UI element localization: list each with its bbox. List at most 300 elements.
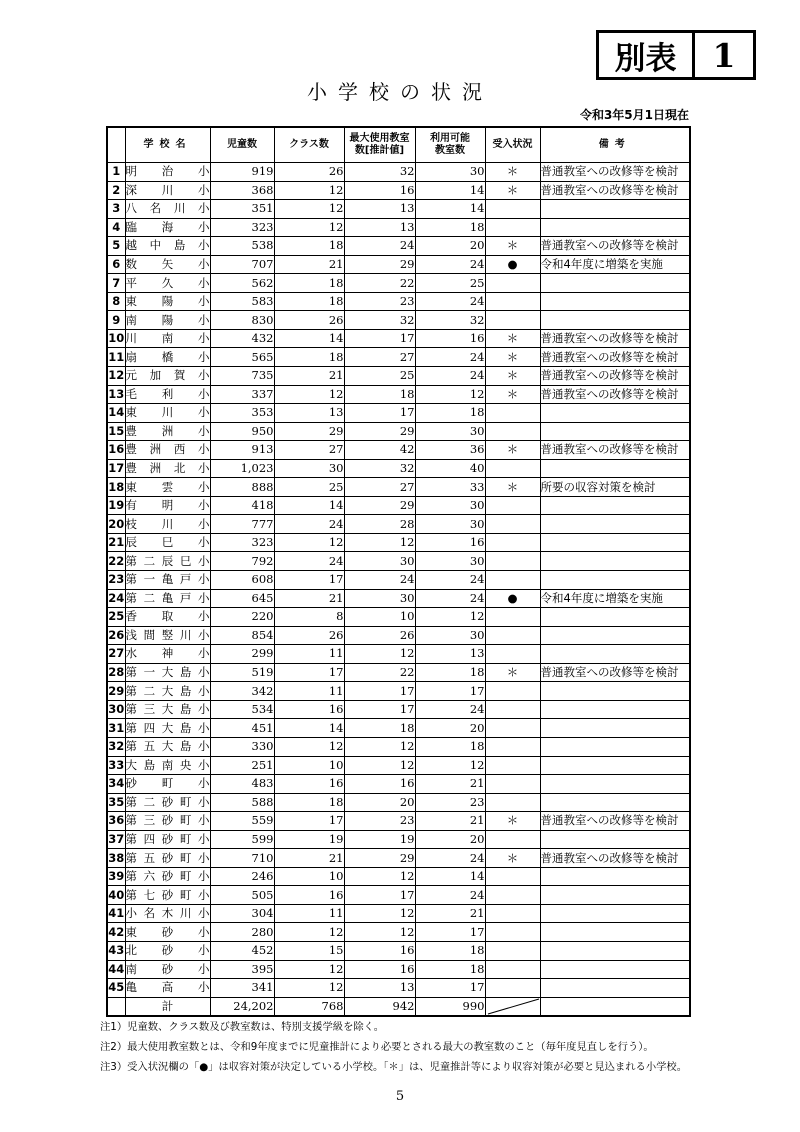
student-count: 304 bbox=[210, 904, 274, 923]
table-row bbox=[107, 533, 690, 552]
available-rooms: 24 bbox=[415, 348, 485, 367]
school-name: 第四砂町小 bbox=[125, 830, 210, 849]
total-label: 計 bbox=[125, 997, 210, 1016]
available-rooms: 24 bbox=[415, 700, 485, 719]
school-number: 16 bbox=[107, 441, 125, 460]
school-number: 33 bbox=[107, 756, 125, 775]
remarks bbox=[540, 737, 690, 756]
acceptance-status bbox=[485, 941, 540, 960]
remarks: 普通教室への改修等を検討 bbox=[540, 237, 690, 256]
table-row bbox=[107, 385, 690, 404]
school-name: 水神小 bbox=[125, 645, 210, 664]
remarks: 普通教室への改修等を検討 bbox=[540, 849, 690, 868]
available-rooms: 33 bbox=[415, 478, 485, 497]
available-rooms: 24 bbox=[415, 367, 485, 386]
student-count: 418 bbox=[210, 496, 274, 515]
class-count: 27 bbox=[274, 441, 344, 460]
table-row bbox=[107, 904, 690, 923]
school-name: 小名木川小 bbox=[125, 904, 210, 923]
max-rooms: 42 bbox=[344, 441, 415, 460]
remarks bbox=[540, 533, 690, 552]
appendix-badge bbox=[596, 30, 756, 80]
table-row bbox=[107, 237, 690, 256]
student-count: 888 bbox=[210, 478, 274, 497]
remarks bbox=[540, 571, 690, 590]
table-row bbox=[107, 719, 690, 738]
table-row bbox=[107, 737, 690, 756]
school-name: 川南小 bbox=[125, 329, 210, 348]
table-row bbox=[107, 218, 690, 237]
student-count: 830 bbox=[210, 311, 274, 330]
remarks bbox=[540, 904, 690, 923]
max-rooms: 12 bbox=[344, 645, 415, 664]
class-count: 11 bbox=[274, 904, 344, 923]
max-rooms: 32 bbox=[344, 459, 415, 478]
class-count: 21 bbox=[274, 589, 344, 608]
student-count: 452 bbox=[210, 941, 274, 960]
school-number: 5 bbox=[107, 237, 125, 256]
available-rooms: 24 bbox=[415, 886, 485, 905]
student-count: 559 bbox=[210, 812, 274, 831]
available-rooms: 18 bbox=[415, 218, 485, 237]
total-students: 24,202 bbox=[210, 997, 274, 1016]
remarks: 普通教室への改修等を検討 bbox=[540, 367, 690, 386]
school-number: 11 bbox=[107, 348, 125, 367]
available-rooms: 21 bbox=[415, 904, 485, 923]
available-rooms: 14 bbox=[415, 181, 485, 200]
student-count: 777 bbox=[210, 515, 274, 534]
max-rooms: 29 bbox=[344, 849, 415, 868]
table-row bbox=[107, 571, 690, 590]
max-rooms: 30 bbox=[344, 589, 415, 608]
remarks bbox=[540, 923, 690, 942]
school-name: 臨海小 bbox=[125, 218, 210, 237]
max-rooms: 17 bbox=[344, 700, 415, 719]
table-row bbox=[107, 923, 690, 942]
max-rooms: 24 bbox=[344, 237, 415, 256]
max-rooms: 27 bbox=[344, 478, 415, 497]
diagonal-line-icon bbox=[486, 998, 541, 1015]
table-row bbox=[107, 515, 690, 534]
school-name: 南砂小 bbox=[125, 960, 210, 979]
class-count: 18 bbox=[274, 274, 344, 293]
available-rooms: 30 bbox=[415, 163, 485, 182]
school-number: 34 bbox=[107, 775, 125, 794]
acceptance-status bbox=[485, 515, 540, 534]
class-count: 30 bbox=[274, 459, 344, 478]
class-count: 18 bbox=[274, 348, 344, 367]
max-rooms: 16 bbox=[344, 941, 415, 960]
student-count: 337 bbox=[210, 385, 274, 404]
class-count: 24 bbox=[274, 515, 344, 534]
as-of-date: 令和3年5月1日現在 bbox=[579, 108, 689, 122]
school-name: 第五砂町小 bbox=[125, 849, 210, 868]
table-row bbox=[107, 979, 690, 998]
class-count: 26 bbox=[274, 163, 344, 182]
class-count: 17 bbox=[274, 663, 344, 682]
school-number: 26 bbox=[107, 626, 125, 645]
school-name: 毛利小 bbox=[125, 385, 210, 404]
class-count: 12 bbox=[274, 218, 344, 237]
table-row bbox=[107, 608, 690, 627]
available-rooms: 18 bbox=[415, 663, 485, 682]
available-rooms: 12 bbox=[415, 756, 485, 775]
remarks: 普通教室への改修等を検討 bbox=[540, 163, 690, 182]
max-rooms: 12 bbox=[344, 756, 415, 775]
acceptance-status bbox=[485, 459, 540, 478]
remarks bbox=[540, 793, 690, 812]
max-rooms: 18 bbox=[344, 719, 415, 738]
school-name: 扇橋小 bbox=[125, 348, 210, 367]
available-rooms: 14 bbox=[415, 200, 485, 219]
school-number: 2 bbox=[107, 181, 125, 200]
remarks: 令和4年度に増築を実施 bbox=[540, 589, 690, 608]
available-rooms: 24 bbox=[415, 589, 485, 608]
acceptance-status: ＊ bbox=[485, 181, 540, 200]
col-status-header: 受入状況 bbox=[485, 127, 540, 163]
table-row bbox=[107, 311, 690, 330]
table-row bbox=[107, 849, 690, 868]
class-count: 12 bbox=[274, 533, 344, 552]
acceptance-status bbox=[485, 404, 540, 423]
school-name: 東陽小 bbox=[125, 292, 210, 311]
available-rooms: 40 bbox=[415, 459, 485, 478]
acceptance-status bbox=[485, 311, 540, 330]
table-row bbox=[107, 478, 690, 497]
available-rooms: 30 bbox=[415, 496, 485, 515]
table-row bbox=[107, 793, 690, 812]
table-row bbox=[107, 367, 690, 386]
school-name: 砂町小 bbox=[125, 775, 210, 794]
acceptance-status bbox=[485, 737, 540, 756]
table-row bbox=[107, 589, 690, 608]
acceptance-status bbox=[485, 608, 540, 627]
table-row bbox=[107, 181, 690, 200]
remarks bbox=[540, 979, 690, 998]
class-count: 17 bbox=[274, 812, 344, 831]
school-name: 東雲小 bbox=[125, 478, 210, 497]
remarks: 普通教室への改修等を検討 bbox=[540, 812, 690, 831]
school-name: 辰巳小 bbox=[125, 533, 210, 552]
school-name: 第一亀戸小 bbox=[125, 571, 210, 590]
remarks bbox=[540, 200, 690, 219]
table-row bbox=[107, 274, 690, 293]
school-name: 豊洲西小 bbox=[125, 441, 210, 460]
max-rooms: 23 bbox=[344, 812, 415, 831]
school-name: 第二砂町小 bbox=[125, 793, 210, 812]
school-number: 30 bbox=[107, 700, 125, 719]
class-count: 19 bbox=[274, 830, 344, 849]
school-number: 42 bbox=[107, 923, 125, 942]
max-rooms: 13 bbox=[344, 200, 415, 219]
school-number: 13 bbox=[107, 385, 125, 404]
page-number: 5 bbox=[395, 1089, 405, 1104]
acceptance-status: ● bbox=[485, 589, 540, 608]
student-count: 246 bbox=[210, 867, 274, 886]
acceptance-status bbox=[485, 496, 540, 515]
acceptance-status bbox=[485, 218, 540, 237]
available-rooms: 18 bbox=[415, 404, 485, 423]
student-count: 505 bbox=[210, 886, 274, 905]
total-available-rooms: 990 bbox=[415, 997, 485, 1016]
acceptance-status bbox=[485, 626, 540, 645]
student-count: 341 bbox=[210, 979, 274, 998]
col-remarks-header: 備考 bbox=[540, 127, 690, 163]
available-rooms: 20 bbox=[415, 237, 485, 256]
acceptance-status bbox=[485, 830, 540, 849]
acceptance-status: ＊ bbox=[485, 367, 540, 386]
total-row bbox=[107, 997, 690, 1016]
table-row bbox=[107, 663, 690, 682]
max-rooms: 10 bbox=[344, 608, 415, 627]
school-number: 32 bbox=[107, 737, 125, 756]
student-count: 280 bbox=[210, 923, 274, 942]
class-count: 15 bbox=[274, 941, 344, 960]
student-count: 913 bbox=[210, 441, 274, 460]
student-count: 299 bbox=[210, 645, 274, 664]
acceptance-status bbox=[485, 645, 540, 664]
school-number: 43 bbox=[107, 941, 125, 960]
remarks bbox=[540, 459, 690, 478]
col-no-header bbox=[107, 127, 125, 163]
available-rooms: 30 bbox=[415, 515, 485, 534]
school-name: 第一大島小 bbox=[125, 663, 210, 682]
acceptance-status bbox=[485, 552, 540, 571]
remarks: 普通教室への改修等を検討 bbox=[540, 181, 690, 200]
acceptance-status bbox=[485, 867, 540, 886]
available-rooms: 24 bbox=[415, 292, 485, 311]
class-count: 12 bbox=[274, 960, 344, 979]
max-rooms: 16 bbox=[344, 181, 415, 200]
school-name: 八名川小 bbox=[125, 200, 210, 219]
school-name: 平久小 bbox=[125, 274, 210, 293]
max-rooms: 12 bbox=[344, 923, 415, 942]
footnote-1: 注1）児童数、クラス数及び教室数は、特別支援学級を除く。 bbox=[100, 1021, 385, 1033]
max-rooms: 17 bbox=[344, 682, 415, 701]
class-count: 11 bbox=[274, 682, 344, 701]
available-rooms: 24 bbox=[415, 571, 485, 590]
school-name: 北砂小 bbox=[125, 941, 210, 960]
acceptance-status bbox=[485, 700, 540, 719]
available-rooms: 24 bbox=[415, 255, 485, 274]
student-count: 395 bbox=[210, 960, 274, 979]
class-count: 11 bbox=[274, 645, 344, 664]
available-rooms: 18 bbox=[415, 960, 485, 979]
remarks bbox=[540, 311, 690, 330]
available-rooms: 30 bbox=[415, 626, 485, 645]
table-row bbox=[107, 682, 690, 701]
acceptance-status bbox=[485, 923, 540, 942]
max-rooms: 17 bbox=[344, 886, 415, 905]
col-name-header: 学校名 bbox=[125, 127, 210, 163]
student-count: 608 bbox=[210, 571, 274, 590]
student-count: 432 bbox=[210, 329, 274, 348]
table-header-row bbox=[107, 127, 690, 163]
remarks bbox=[540, 719, 690, 738]
school-number: 17 bbox=[107, 459, 125, 478]
table-row bbox=[107, 960, 690, 979]
available-rooms: 32 bbox=[415, 311, 485, 330]
student-count: 588 bbox=[210, 793, 274, 812]
school-name: 豊洲北小 bbox=[125, 459, 210, 478]
available-rooms: 16 bbox=[415, 329, 485, 348]
max-rooms: 26 bbox=[344, 626, 415, 645]
max-rooms: 25 bbox=[344, 367, 415, 386]
acceptance-status: ● bbox=[485, 255, 540, 274]
student-count: 735 bbox=[210, 367, 274, 386]
remarks bbox=[540, 700, 690, 719]
acceptance-status bbox=[485, 775, 540, 794]
school-name: 深川小 bbox=[125, 181, 210, 200]
acceptance-status: ＊ bbox=[485, 163, 540, 182]
remarks bbox=[540, 645, 690, 664]
school-name: 元加賀小 bbox=[125, 367, 210, 386]
acceptance-status bbox=[485, 533, 540, 552]
class-count: 10 bbox=[274, 756, 344, 775]
student-count: 483 bbox=[210, 775, 274, 794]
available-rooms: 18 bbox=[415, 941, 485, 960]
available-rooms: 21 bbox=[415, 775, 485, 794]
table-row bbox=[107, 292, 690, 311]
remarks bbox=[540, 775, 690, 794]
remarks: 所要の収容対策を検討 bbox=[540, 478, 690, 497]
schools-table bbox=[106, 126, 691, 1017]
class-count: 12 bbox=[274, 979, 344, 998]
max-rooms: 24 bbox=[344, 571, 415, 590]
school-name: 第三大島小 bbox=[125, 700, 210, 719]
table-row bbox=[107, 941, 690, 960]
table-row bbox=[107, 496, 690, 515]
student-count: 251 bbox=[210, 756, 274, 775]
max-rooms: 29 bbox=[344, 496, 415, 515]
remarks bbox=[540, 552, 690, 571]
school-number: 35 bbox=[107, 793, 125, 812]
school-name: 第二亀戸小 bbox=[125, 589, 210, 608]
student-count: 538 bbox=[210, 237, 274, 256]
remarks bbox=[540, 626, 690, 645]
acceptance-status bbox=[485, 886, 540, 905]
school-name: 枝川小 bbox=[125, 515, 210, 534]
remarks bbox=[540, 682, 690, 701]
acceptance-status bbox=[485, 793, 540, 812]
table-row bbox=[107, 775, 690, 794]
school-name: 有明小 bbox=[125, 496, 210, 515]
student-count: 645 bbox=[210, 589, 274, 608]
max-rooms: 12 bbox=[344, 533, 415, 552]
school-name: 数矢小 bbox=[125, 255, 210, 274]
school-number: 31 bbox=[107, 719, 125, 738]
student-count: 919 bbox=[210, 163, 274, 182]
class-count: 21 bbox=[274, 849, 344, 868]
table-row bbox=[107, 812, 690, 831]
student-count: 342 bbox=[210, 682, 274, 701]
table-row bbox=[107, 441, 690, 460]
max-rooms: 23 bbox=[344, 292, 415, 311]
student-count: 330 bbox=[210, 737, 274, 756]
acceptance-status bbox=[485, 422, 540, 441]
student-count: 854 bbox=[210, 626, 274, 645]
school-number: 15 bbox=[107, 422, 125, 441]
acceptance-status bbox=[485, 960, 540, 979]
table-row bbox=[107, 459, 690, 478]
school-name: 南陽小 bbox=[125, 311, 210, 330]
footnote-3: 注3）受入状況欄の「●」は収容対策が決定している小学校。「＊」は、児童推計等により収容対策が必要と見込まれる小学校。 bbox=[100, 1061, 688, 1073]
max-rooms: 22 bbox=[344, 274, 415, 293]
student-count: 353 bbox=[210, 404, 274, 423]
max-rooms: 28 bbox=[344, 515, 415, 534]
school-number: 27 bbox=[107, 645, 125, 664]
acceptance-status bbox=[485, 719, 540, 738]
student-count: 323 bbox=[210, 218, 274, 237]
class-count: 17 bbox=[274, 571, 344, 590]
class-count: 8 bbox=[274, 608, 344, 627]
remarks: 令和4年度に増築を実施 bbox=[540, 255, 690, 274]
class-count: 12 bbox=[274, 737, 344, 756]
acceptance-status bbox=[485, 756, 540, 775]
school-number: 22 bbox=[107, 552, 125, 571]
available-rooms: 21 bbox=[415, 812, 485, 831]
school-number: 45 bbox=[107, 979, 125, 998]
remarks bbox=[540, 496, 690, 515]
class-count: 10 bbox=[274, 867, 344, 886]
max-rooms: 17 bbox=[344, 329, 415, 348]
available-rooms: 30 bbox=[415, 552, 485, 571]
max-rooms: 13 bbox=[344, 979, 415, 998]
max-rooms: 20 bbox=[344, 793, 415, 812]
remarks bbox=[540, 941, 690, 960]
student-count: 583 bbox=[210, 292, 274, 311]
school-number: 18 bbox=[107, 478, 125, 497]
student-count: 792 bbox=[210, 552, 274, 571]
school-number: 12 bbox=[107, 367, 125, 386]
total-status-diagonal bbox=[485, 997, 540, 1016]
table-row bbox=[107, 404, 690, 423]
remarks bbox=[540, 515, 690, 534]
max-rooms: 16 bbox=[344, 775, 415, 794]
class-count: 12 bbox=[274, 385, 344, 404]
school-name: 第三砂町小 bbox=[125, 812, 210, 831]
remarks bbox=[540, 830, 690, 849]
available-rooms: 12 bbox=[415, 385, 485, 404]
table-row bbox=[107, 552, 690, 571]
class-count: 14 bbox=[274, 329, 344, 348]
available-rooms: 20 bbox=[415, 719, 485, 738]
appendix-number: 1 bbox=[712, 35, 736, 75]
school-number: 6 bbox=[107, 255, 125, 274]
acceptance-status: ＊ bbox=[485, 478, 540, 497]
student-count: 950 bbox=[210, 422, 274, 441]
max-rooms: 12 bbox=[344, 867, 415, 886]
school-number: 20 bbox=[107, 515, 125, 534]
table-row bbox=[107, 255, 690, 274]
school-number: 40 bbox=[107, 886, 125, 905]
footnote-2: 注2）最大使用教室数とは、令和9年度までに児童推計により必要とされる最大の教室数のこと（毎年度見直しを行う）。 bbox=[100, 1041, 654, 1053]
class-count: 14 bbox=[274, 719, 344, 738]
table-row bbox=[107, 348, 690, 367]
remarks bbox=[540, 404, 690, 423]
school-name: 明治小 bbox=[125, 163, 210, 182]
table-row bbox=[107, 329, 690, 348]
available-rooms: 24 bbox=[415, 849, 485, 868]
available-rooms: 12 bbox=[415, 608, 485, 627]
remarks bbox=[540, 960, 690, 979]
school-number: 41 bbox=[107, 904, 125, 923]
class-count: 16 bbox=[274, 775, 344, 794]
class-count: 16 bbox=[274, 700, 344, 719]
student-count: 707 bbox=[210, 255, 274, 274]
remarks bbox=[540, 292, 690, 311]
school-number: 14 bbox=[107, 404, 125, 423]
